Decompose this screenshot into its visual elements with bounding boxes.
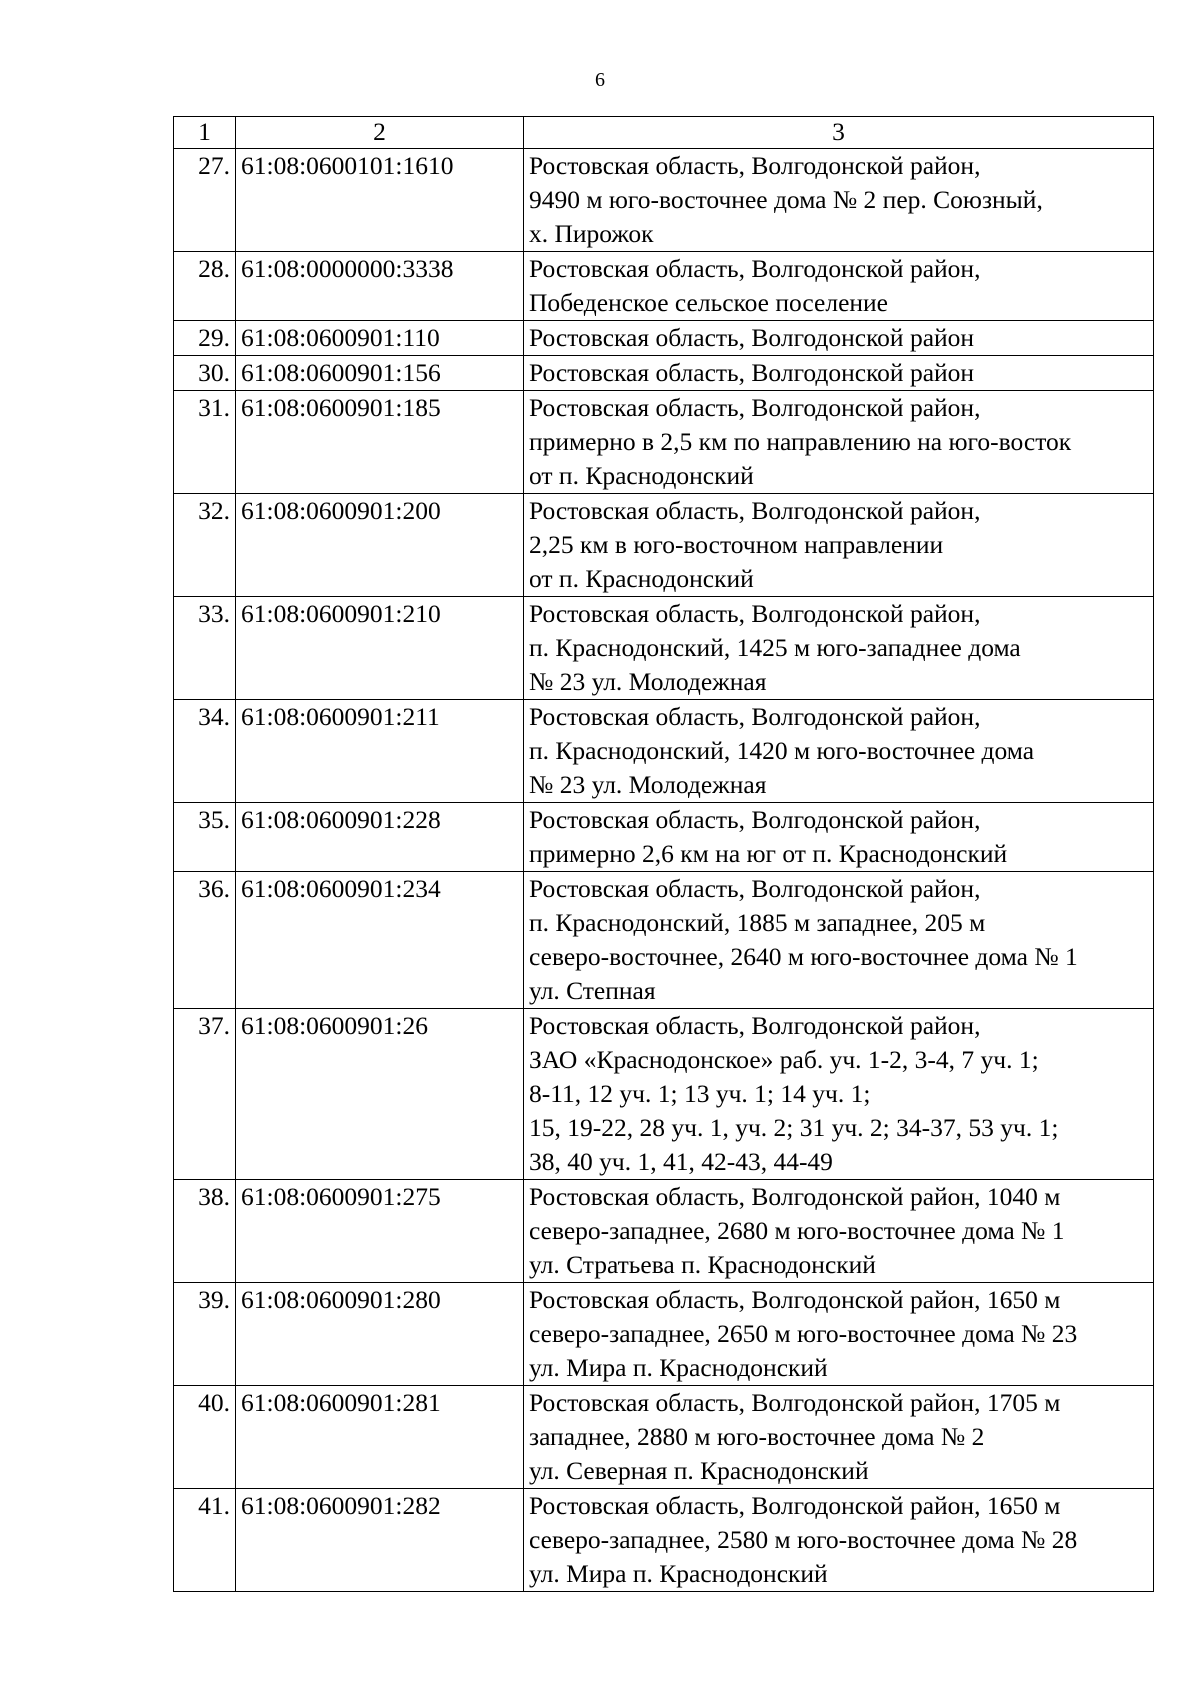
row-number-cell: 34.: [174, 700, 236, 803]
row-number-cell: 36.: [174, 872, 236, 1009]
cadastral-number-cell: 61:08:0600901:26: [236, 1009, 524, 1180]
address-line: Ростовская область, Волгодонской район,: [529, 496, 981, 525]
cadastral-number-cell: 61:08:0600901:234: [236, 872, 524, 1009]
cadastral-number-cell: 61:08:0600901:275: [236, 1180, 524, 1283]
address-line: Ростовская область, Волгодонской район, 1705 м: [529, 1388, 1061, 1417]
table-row: [174, 252, 1154, 321]
table-row: [174, 1180, 1154, 1283]
table-row: [174, 872, 1154, 1009]
row-number-cell: 41.: [174, 1489, 236, 1592]
address-line: северо-восточнее, 2640 м юго-восточнее дома № 1: [529, 942, 1078, 971]
address-line: 9490 м юго-восточнее дома № 2 пер. Союзный,: [529, 185, 1043, 214]
table-row: [174, 1283, 1154, 1386]
address-line: 2,25 км в юго-восточном направлении: [529, 530, 944, 559]
address-cell: [524, 494, 1154, 597]
row-number-cell: 27.: [174, 149, 236, 252]
address-line: п. Краснодонский, 1425 м юго-западнее дома: [529, 633, 1021, 662]
address-line: Ростовская область, Волгодонской район, 1650 м: [529, 1491, 1061, 1520]
address-line: 15, 19-22, 28 уч. 1, уч. 2; 31 уч. 2; 34-37, 53 уч. 1;: [529, 1113, 1059, 1142]
address-line: примерно 2,6 км на юг от п. Краснодонский: [529, 839, 1008, 868]
address-line: № 23 ул. Молодежная: [529, 770, 767, 799]
address-cell: [524, 803, 1154, 872]
address-line: северо-западнее, 2580 м юго-восточнее дома № 28: [529, 1525, 1078, 1554]
address-line: северо-западнее, 2650 м юго-восточнее дома № 23: [529, 1319, 1078, 1348]
cadastral-number-cell: 61:08:0600901:156: [236, 356, 524, 391]
address-line: ул. Мира п. Краснодонский: [529, 1353, 828, 1382]
address-cell: [524, 872, 1154, 1009]
table-row: [174, 1489, 1154, 1592]
row-number-cell: 38.: [174, 1180, 236, 1283]
address-line: Ростовская область, Волгодонской район,: [529, 151, 981, 180]
cadastral-number-cell: 61:08:0600101:1610: [236, 149, 524, 252]
row-number-cell: 28.: [174, 252, 236, 321]
address-line: ул. Стратьева п. Краснодонский: [529, 1250, 876, 1279]
address-line: № 23 ул. Молодежная: [529, 667, 767, 696]
address-cell: [524, 1386, 1154, 1489]
address-cell: [524, 1009, 1154, 1180]
row-number-cell: 32.: [174, 494, 236, 597]
address-cell: [524, 597, 1154, 700]
address-line: ул. Северная п. Краснодонский: [529, 1456, 869, 1485]
address-line: Ростовская область, Волгодонской район: [529, 358, 975, 387]
address-line: Ростовская область, Волгодонской район,: [529, 805, 981, 834]
address-cell: [524, 149, 1154, 252]
cadastral-number-cell: 61:08:0600901:228: [236, 803, 524, 872]
table-row: [174, 494, 1154, 597]
table-row: [174, 803, 1154, 872]
row-number-cell: 31.: [174, 391, 236, 494]
table-header-row: [174, 117, 1154, 149]
row-number-cell: 30.: [174, 356, 236, 391]
address-line: от п. Краснодонский: [529, 461, 754, 490]
cadastral-number-cell: 61:08:0600901:200: [236, 494, 524, 597]
row-number-cell: 35.: [174, 803, 236, 872]
table-row: [174, 597, 1154, 700]
table-row: [174, 149, 1154, 252]
address-line: Ростовская область, Волгодонской район: [529, 323, 975, 352]
row-number-cell: 37.: [174, 1009, 236, 1180]
cadastral-number-cell: 61:08:0600901:281: [236, 1386, 524, 1489]
address-line: Ростовская область, Волгодонской район,: [529, 1011, 981, 1040]
address-line: х. Пирожок: [529, 219, 654, 248]
address-line: 8-11, 12 уч. 1; 13 уч. 1; 14 уч. 1;: [529, 1079, 871, 1108]
address-line: от п. Краснодонский: [529, 564, 754, 593]
address-line: ул. Мира п. Краснодонский: [529, 1559, 828, 1588]
address-line: Победенское сельское поселение: [529, 288, 888, 317]
address-cell: [524, 1283, 1154, 1386]
cadastral-number-cell: 61:08:0600901:280: [236, 1283, 524, 1386]
address-cell: [524, 700, 1154, 803]
address-line: западнее, 2880 м юго-восточнее дома № 2: [529, 1422, 985, 1451]
table-row: [174, 391, 1154, 494]
cadastral-number-cell: 61:08:0600901:185: [236, 391, 524, 494]
address-cell: [524, 356, 1154, 391]
cadastral-number-cell: 61:08:0000000:3338: [236, 252, 524, 321]
address-line: Ростовская область, Волгодонской район,: [529, 254, 981, 283]
address-line: Ростовская область, Волгодонской район,: [529, 702, 981, 731]
address-line: п. Краснодонский, 1885 м западнее, 205 м: [529, 908, 986, 937]
address-cell: [524, 1180, 1154, 1283]
cadastral-number-cell: 61:08:0600901:110: [236, 321, 524, 356]
cadastral-number-cell: 61:08:0600901:210: [236, 597, 524, 700]
cadastral-number-cell: 61:08:0600901:282: [236, 1489, 524, 1592]
address-cell: [524, 1489, 1154, 1592]
address-cell: [524, 391, 1154, 494]
table-row: [174, 321, 1154, 356]
table-row: [174, 1009, 1154, 1180]
row-number-cell: 33.: [174, 597, 236, 700]
address-line: Ростовская область, Волгодонской район, 1040 м: [529, 1182, 1061, 1211]
address-line: ЗАО «Краснодонское» раб. уч. 1-2, 3-4, 7 уч. 1;: [529, 1045, 1039, 1074]
address-cell: [524, 321, 1154, 356]
cadastral-number-cell: 61:08:0600901:211: [236, 700, 524, 803]
address-line: Ростовская область, Волгодонской район, 1650 м: [529, 1285, 1061, 1314]
row-number-cell: 39.: [174, 1283, 236, 1386]
column-header-1: 1: [174, 117, 236, 149]
row-number-cell: 29.: [174, 321, 236, 356]
row-number-cell: 40.: [174, 1386, 236, 1489]
address-line: 38, 40 уч. 1, 41, 42-43, 44-49: [529, 1147, 833, 1176]
address-line: ул. Степная: [529, 976, 656, 1005]
table-row: [174, 1386, 1154, 1489]
address-line: примерно в 2,5 км по направлению на юго-восток: [529, 427, 1072, 456]
land-plots-table: [173, 116, 1154, 1592]
address-line: Ростовская область, Волгодонской район,: [529, 874, 981, 903]
address-line: п. Краснодонский, 1420 м юго-восточнее дома: [529, 736, 1035, 765]
address-line: Ростовская область, Волгодонской район,: [529, 393, 981, 422]
column-header-2: 2: [236, 117, 524, 149]
table-row: [174, 700, 1154, 803]
address-cell: [524, 252, 1154, 321]
address-line: северо-западнее, 2680 м юго-восточнее дома № 1: [529, 1216, 1065, 1245]
table-body: [174, 149, 1154, 1592]
table-row: [174, 356, 1154, 391]
address-line: Ростовская область, Волгодонской район,: [529, 599, 981, 628]
column-header-3: 3: [524, 117, 1154, 149]
page-number: 6: [595, 69, 605, 91]
